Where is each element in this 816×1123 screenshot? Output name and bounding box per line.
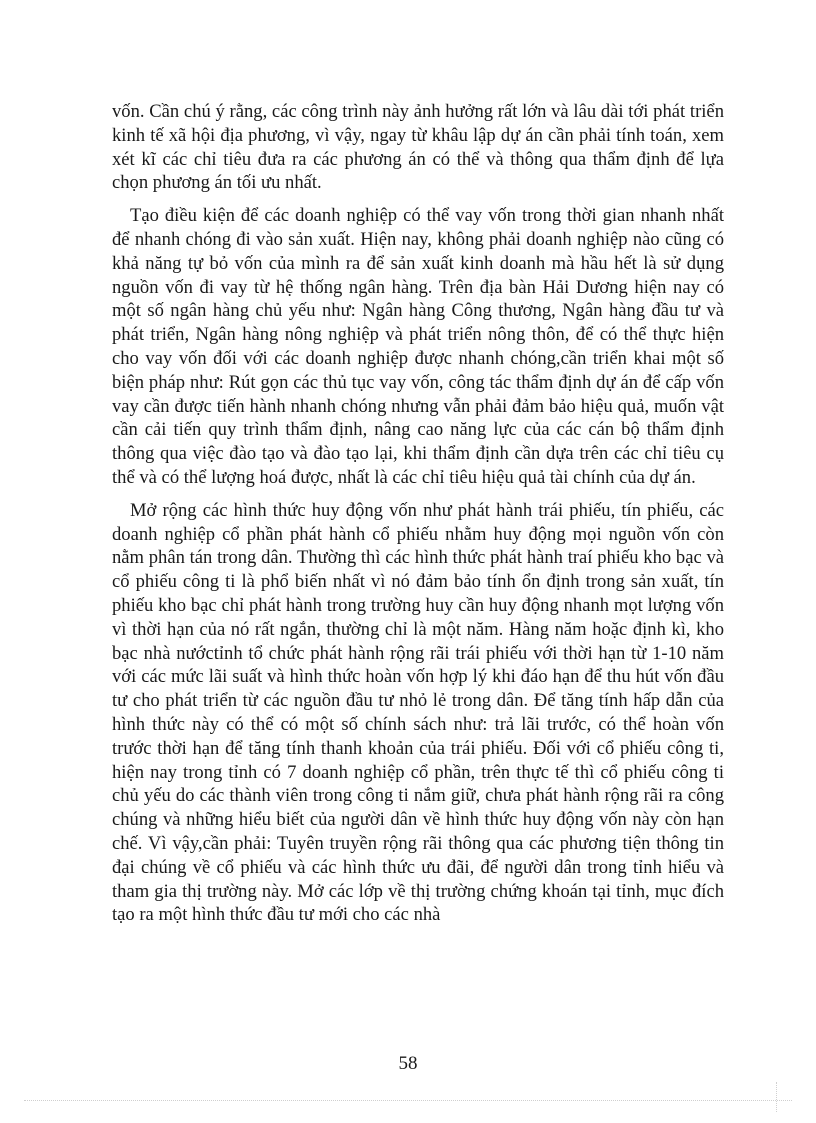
paragraph-1: vốn. Cần chú ý rằng, các công trình này ảnh hưởng rất lớn và lâu dài tới phát triển kinh tế xã hội địa phương, vì vậy, ngay từ khâu lập dự án cần phải tính toán, xem xét kĩ các chỉ tiêu đưa ra các phương án có thể và thông qua thẩm định để lựa chọn phương án tối ưu nhất.	[112, 101, 724, 194]
paragraph-3: Mở rộng các hình thức huy động vốn như phát hành trái phiếu, tín phiếu, các doanh nghiệp cổ phần phát hành cổ phiếu nhằm huy động mọi nguồn vốn còn nằm phân tán trong dân. Thường thì các hình thức phát hành traí phiếu kho bạc và cổ phiếu công ti là phổ biến nhất vì nó đảm bảo tính ổn định trong sản xuất, tín phiếu kho bạc chỉ phát hành trong trường huy cần huy động nhanh mọt lượng vốn vì thời hạn của nó rất ngắn, thường chỉ là một năm. Hàng năm hoặc định kì, kho bạc nhà nướctỉnh tổ chức phát hành rộng rãi trái phiếu với thời hạn từ 1-10 năm với các mức lãi suất và hình thức hoàn vốn hợp lý khi đáo hạn để thu hút vốn đầu tư cho phát triển từ các nguồn đầu tư nhỏ lẻ trong dân. Để tăng tính hấp dẫn của hình thức này có thể có một số chính sách như: trả lãi trước, có thể hoàn vốn trước thời hạn để tăng tính thanh khoản của trái phiếu. Đối với cổ phiếu công ti, hiện nay trong tỉnh có 7 doanh nghiệp cổ phần, trên thực tế thì cổ phiếu công ti chủ yếu do các thành viên trong công ti nắm giữ, chưa phát hành rộng rãi ra công chúng và những hiểu biết của người dân về hình thức huy động vốn này còn hạn chế. Vì vậy,cần phải: Tuyên truyền rộng rãi thông qua các phương tiện thông tin đại chúng về cổ phiếu và các hình thức ưu đãi, để người dân trong tỉnh hiểu và tham gia thị trường này. Mở các lớp về thị trường chứng khoán tại tỉnh, mục đích tạo ra một hình thức đầu tư mới cho các nhà	[112, 499, 724, 926]
page-number: 58	[398, 1053, 418, 1074]
page-bottom-divider	[24, 1100, 792, 1101]
page-corner-mark	[776, 1082, 807, 1112]
paragraph-2: Tạo điều kiện để các doanh nghiệp có thể vay vốn trong thời gian nhanh nhất để nhanh chóng đi vào sản xuất. Hiện nay, không phải doanh nghiệp nào cũng có khả năng tự bỏ vốn của mình ra để sản xuất kinh doanh mà hầu hết là sử dụng nguồn vốn đi vay từ hệ thống ngân hàng. Trên địa bàn Hải Dương hiện nay có một số ngân hàng chủ yếu như: Ngân hàng Công thương, Ngân hàng đầu tư và phát triển, Ngân hàng nông nghiệp và phát triển nông thôn, để có thể thực hiện cho vay vốn đối với các doanh nghiệp được nhanh chóng,cần triển khai một số biện pháp như: Rút gọn các thủ tục vay vốn, công tác thẩm định dự án để cấp vốn vay cần được tiến hành nhanh chóng nhưng vẫn phải đảm bảo hiệu quả, muốn vật cần cải tiến quy trình thẩm định, nâng cao năng lực của các cán bộ thẩm định thông qua việc đào tạo và đào tạo lại, khi thẩm định cần dựa trên các chỉ tiêu cụ thể và có thể lượng hoá được, nhất là các chỉ tiêu hiệu quả tài chính của dự án.	[112, 205, 724, 488]
body-text	[112, 100, 724, 927]
